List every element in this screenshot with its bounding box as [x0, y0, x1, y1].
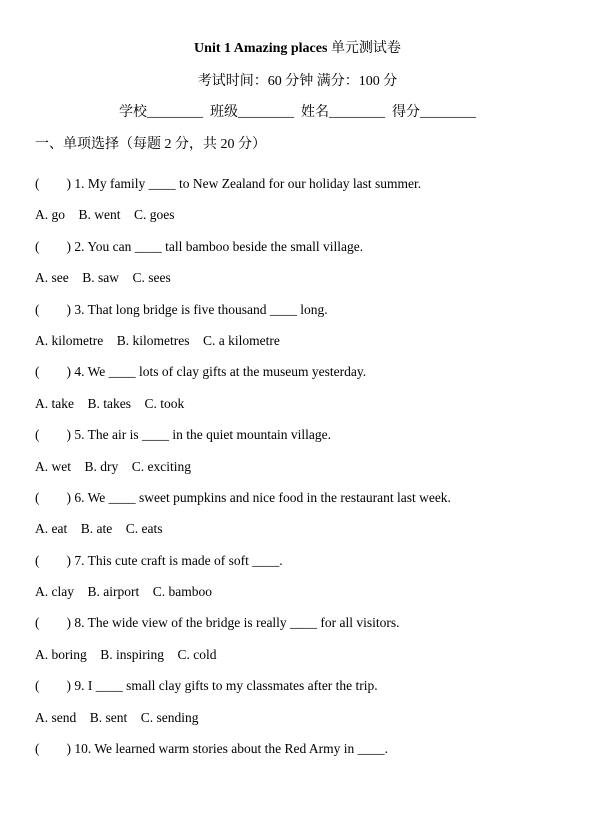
- options-8: A. boring B. inspiring C. cold: [35, 646, 217, 662]
- question-9: ( ) 9. I ____ small clay gifts to my classmates after the trip.: [35, 678, 378, 694]
- exam-title: [0, 40, 595, 58]
- options-7: A. clay B. airport C. bamboo: [35, 584, 212, 600]
- question-4: ( ) 4. We ____ lots of clay gifts at the museum yesterday.: [35, 364, 367, 380]
- question-10: ( ) 10. We learned warm stories about the Red Army in ____.: [35, 741, 388, 757]
- question-7: ( ) 7. This cute craft is made of soft ____.: [35, 552, 283, 568]
- options-3: A. kilometre B. kilometres C. a kilometre: [35, 332, 280, 348]
- student-info-line: 学校________ 班级________ 姓名________ 得分________: [119, 105, 476, 120]
- question-6: ( ) 6. We ____ sweet pumpkins and nice food in the restaurant last week.: [35, 489, 451, 505]
- exam-title-chinese: 单元测试卷: [330, 41, 401, 56]
- section-title: 一、单项选择（每题 2 分，共 20 分）: [35, 137, 266, 152]
- question-3: ( ) 3. That long bridge is five thousand ____ long.: [35, 301, 328, 317]
- options-1: A. go B. went C. goes: [35, 207, 175, 223]
- options-6: A. eat B. ate C. eats: [35, 521, 163, 537]
- options-4: A. take B. takes C. took: [35, 395, 185, 411]
- question-8: ( ) 8. The wide view of the bridge is really ____ for all visitors.: [35, 615, 400, 631]
- question-1: ( ) 1. My family ____ to New Zealand for our holiday last summer.: [35, 176, 422, 191]
- options-9: A. send B. sent C. sending: [35, 709, 199, 725]
- exam-title-english: Unit 1 Amazing places: [194, 41, 328, 56]
- exam-meta: 考试时间：60 分钟 满分：100 分: [197, 74, 398, 89]
- question-list: [35, 175, 575, 771]
- options-5: A. wet B. dry C. exciting: [35, 458, 191, 474]
- options-2: A. see B. saw C. sees: [35, 270, 171, 286]
- question-5: ( ) 5. The air is ____ in the quiet mountain village.: [35, 427, 331, 443]
- question-2: ( ) 2. You can ____ tall bamboo beside the small village.: [35, 238, 364, 254]
